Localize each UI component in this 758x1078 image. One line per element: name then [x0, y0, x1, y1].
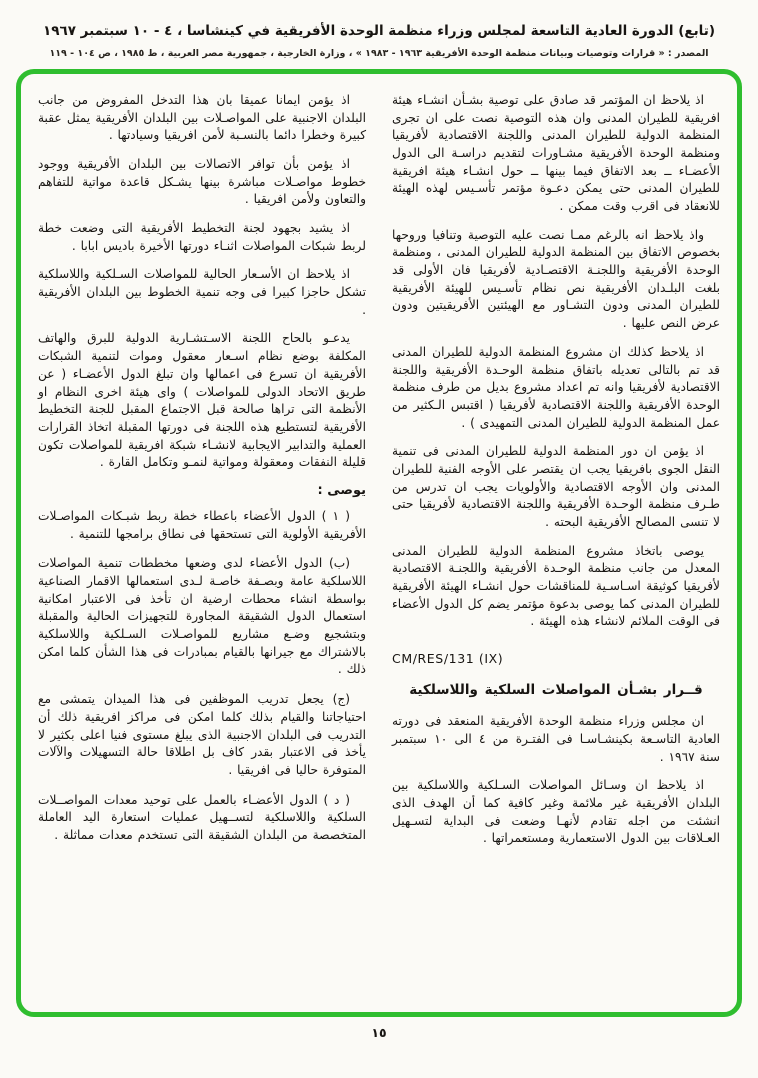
- page-number: ١٥: [371, 1024, 387, 1040]
- preamble-paragraph: اذ يلاحظ ان المؤتمر قد صادق على توصية بشـأن انشـاء هيئة افريقية للطيران المدنى وان هذه التوصية نصت على ان تجرى المنظمة الدولية للطيران المدنى واللجنة الاقتصادية لأفريقيا ومنظمة الوحدة الأفريقية مشـاورات لتقديم دراسـة الى الدول الأعضـاء ــ بعد الاتفاق فيما بينها ــ حول انشـاء هيئة افريقية للطيران المدنى حتى يمكن دعـوة مؤتمر تأسـيس لهذه الهيئة للانعقاد فى اقرب وقت ممكن .: [392, 92, 720, 214]
- column-right: [392, 92, 720, 1002]
- appeal-paragraph: يدعـو بالحاح اللجنة الاسـتشـارية الدولية للبرق والهاتف المكلفة بوضع نظام اسـعار معقول وموات لتنمية الشبكات الأفريقية ان تسرع فى اعمالها وان تبلغ الدول الأعضـاء ( عن طريق الاتحاد الدولى للمواصلات ) واى هيئة اخرى النظام او الأنظمة التى تراها صالحة قبل الاجتماع المقبل للجنة التخطيط الأفريقية لتستطيع هذه اللجنة فى دورتها المقبلة اتخاذ القرارات العملية والتدابير الايجابية لانشـاء شبكة افريقية للمواصلات تكون قليلة النفقات ومعقولة ومواتية لنمـو وتكامل القارة .: [38, 331, 366, 470]
- document-source-line: المصدر : « قرارات وتوصيات وبيانات منظمة الوحدة الأفريقية ١٩٦٣ - ١٩٨٣ » ، وزارة الخارجية ، جمهورية مصر العربية ، ط ١٩٨٥ ، ص ١٠٤ - ١١٩: [49, 47, 709, 59]
- recommendation-item: (ب) الدول الأعضاء لدى وضعها مخططات تنمية المواصلات اللاسلكية عامة وبصـفة خاصـة لـدى استعمالها الاقمار الصناعية بواسطة انشاء محطات ارضية ان تأخذ فى الاعتبار امكانية استعمال الدول الشقيقة المجاورة للتجهيزات الحالية والمقبلة وبتشجيع وضـع مشاريع للمواصـلات السـلكية واللاسلكية بالاشتراك مع جيرانها بالقيام بمبادرات فى هذا الشأن كلما امكن ذلك .: [38, 556, 366, 677]
- recommendation-item: (ج) يجعل تدريب الموظفين فى هذا الميدان يتمشى مع احتياجاتنا والقيام بذلك كلما امكن فى مراكز افريقية ذلك أن التدريب فى البلدان الاجنبية الذى يبلغ مستوى فنيا اعلى بكثير لا يأخذ فى الاعتبار بقدر كاف بل اطلاقا حالة التسهيلات والآلات المتوفرة حاليا فى افريقيا .: [38, 692, 366, 777]
- preamble-paragraph: اذ يلاحظ كذلك ان مشروع المنظمة الدولية للطيران المدنى قد تم بالتالى تعديله باتفاق منظمة الوحـدة الأفريقية واللجنة الاقتصادية لأفريقيا وانه تم اعداد مشروع بديل من طرف منظمة الوحدة الأفريقية واللجنة الاقتصادية لأفريقيا ( اقتبس الـكثير من عمل المنظمة الدولية للطيران المدنى التمهيدى ) .: [392, 344, 720, 430]
- two-column-layout: [38, 92, 720, 1002]
- recommendation-item: ( ١ ) الدول الأعضاء باعطاء خطة ربط شبـكات المواصـلات الأفريقية الأولوية التى تستحقها فى نطاق برامجها للتنمية .: [38, 508, 366, 541]
- recommendation-item: ( د ) الدول الأعضـاء بالعمل على توحيد معدات المواصــلات السلكية واللاسلكية لتســهيل عمليات استعارة اليد العاملة المتخصصة من البلدان الشقيقة التى تستخدم معدات مماثلة .: [38, 792, 366, 842]
- recommends-heading: يوصى :: [317, 482, 366, 498]
- preamble-paragraph: اذ يلاحظ ان الأسـعار الحالية للمواصلات السـلكية واللاسلكية تشكل حاجزا كبيرا فى وجه تنمية الخطوط بين البلدان الأفريقية .: [38, 267, 366, 317]
- page-footer: [12, 1025, 746, 1040]
- resolution-opening-paragraph: ان مجلس وزراء منظمة الوحدة الأفريقية المنعقد فى دورته العادية التاسـعة بكينشـاسـا فى الفتـرة من ٤ الى ١٠ سبتمبر سنة ١٩٦٧ .: [392, 714, 720, 764]
- resolution-title: قــرار بشـأن المواصلات السلكية واللاسلكية: [409, 682, 703, 699]
- preamble-paragraph: واذ يلاحظ انه بالرغم ممـا نصت عليه التوصية وتنافيا وروحها بخصوص الاتفاق بين المنظمة الدولية للطيران المدنى ، ومنظمة الوحدة الأفريقية واللجنـة الاقتصـادية لأفريقيا فان الأولى قد بلغت البلـدان الأفريقية نص نظام تأسـيس للهيئة الأفريقية للطيران المدنى ودون التشـاور مع الهيئتين الأفريقيتين ودون عرض النص عليها .: [392, 227, 720, 331]
- recommendation-paragraph: يوصى باتخاذ مشروع المنظمة الدولية للطيران المدنى المعدل من جانب منظمة الوحـدة الأفريقية واللجنـة الاقتصادية لأفريقيا كوثيقة اسـاسـية للمناقشات حول انشـاء الهيئة الأفريقية للطيران المدنى كما يوصى بدعوة مؤتمر يضم كل الدول الأعضاء فى الوقت الملائم لانشاء هذه الهيئة .: [392, 543, 720, 629]
- resolution-preamble-paragraph: اذ يلاحظ ان وسـائل المواصلات السـلكية واللاسلكية بين البلدان الأفريقية غير ملائمة وغير كافية كما أن الهدف الذى انشئت من اجله تقادم لأنهـا وضعت فى البداية لتسـهيل العـلاقات بين الدول الاستعمارية ومستعمراتها .: [392, 778, 720, 846]
- preamble-paragraph: اذ يشيد بجهود لجنة التخطيط الأفريقية التى وضعت خطة لربط شبكات المواصلات اثنـاء دورتها الأخيرة باديس ابابا .: [38, 221, 366, 253]
- document-header: [18, 22, 740, 59]
- document-title: (تابع) الدورة العادية التاسعة لمجلس وزراء منظمة الوحدة الأفريقية في كينشاسا ، ٤ - ١٠ سبتمبر ١٩٦٧: [43, 23, 715, 39]
- column-left: [38, 92, 366, 1002]
- preamble-paragraph: اذ يؤمن بأن توافر الاتصالات بين البلدان الأفريقية ووجود خطوط مواصـلات مباشرة بينها يشـكل قاعدة مواتية للتفاهم والتعاون ولأمن افريقيا .: [38, 156, 366, 207]
- preamble-paragraph: اذ يؤمن ان دور المنظمة الدولية للطيران المدنى فى تنمية النقل الجوى بافريقيا يجب ان يقتصر على الأوجه الفنية للطيران المدنى وان الأوجه الاقتصادية والأولويات يجب ان تدرس من طـرف منظمة الوحـدة الأفريقية واللجنة الاقتصادية لأفريقيا حتى لا تنسى المصالح الأفريقية البحته .: [392, 444, 720, 530]
- content-frame: [16, 69, 742, 1017]
- preamble-paragraph: اذ يؤمن ايمانا عميقا بان هذا التدخل المفروض من جانب البلدان الاجنبية على المواصـلات بين البلدان الأفريقية يمثل عقبة كبيرة وخطرا دائما بالنسـبة لأمن افريقيا وسيادتها .: [38, 92, 366, 143]
- resolution-reference: CM/RES/131 (IX): [392, 651, 504, 667]
